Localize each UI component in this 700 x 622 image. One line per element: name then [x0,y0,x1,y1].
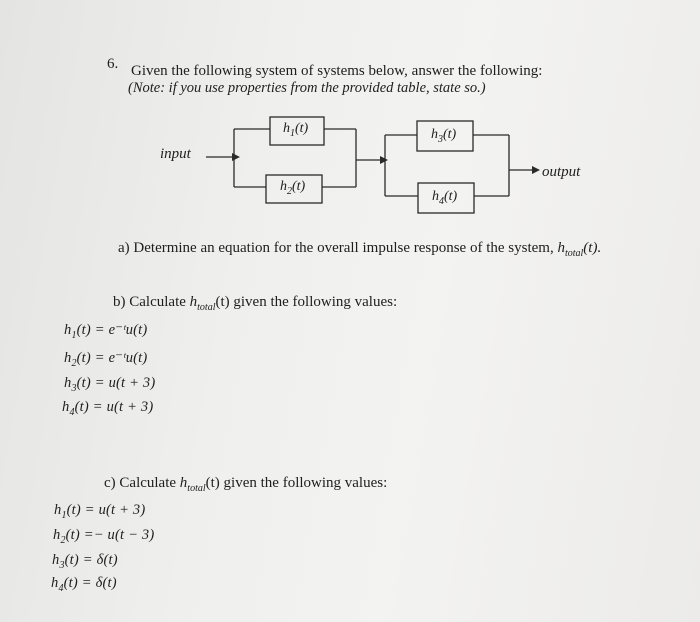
part-c-label: c) [104,475,116,491]
input-arrowhead [232,153,240,161]
part-c-eq-2: $h_2(t) =- u(t - 3)$ [53,527,155,546]
part-c-eq-3: $h_3(t) = \delta(t)$ [52,552,118,571]
part-c-eq-1: $h_1(t) = u(t + 3)$ [54,502,146,521]
part-b-label: b) [113,294,126,310]
question-text: Given the following system of systems below, answer the following: [131,63,543,79]
block-h1-label: $h_1(t)$ [283,121,309,139]
block-h2-label: $h_2(t)$ [280,179,306,197]
part-a: a) Determine an equation for the overall impulse response of the system, $h_{total}(t)$. [118,240,602,259]
part-b-eq-1: $h_1(t)$ = e⁻ᵗu(t) [64,322,148,341]
output-label: output [542,164,581,180]
part-b-eq-4: $h_4(t) = u(t + 3)$ [62,399,154,418]
output-arrowhead [532,166,540,174]
question-number: 6. [107,56,119,72]
part-b: b) Calculate $h_{total}(t)$ given the following values: [113,294,398,313]
part-a-label: a) [118,240,130,256]
part-c: c) Calculate $h_{total}(t)$ given the following values: [104,475,388,494]
block-h3-label: $h_3(t)$ [431,127,457,145]
input-label: input [160,146,191,162]
part-c-eq-4: $h_4(t) = \delta(t)$ [51,575,117,594]
part-b-eq-3: $h_3(t) = u(t + 3)$ [64,375,156,394]
part-b-eq-2: $h_2(t)$ = e⁻ᵗu(t) [64,350,148,369]
part-a-text: Determine an equation for the overall impulse response of the system, [133,240,558,256]
question-note: (Note: if you use properties from the provided table, state so.) [128,80,486,96]
middle-arrowhead [380,156,388,164]
block-h4-label: $h_4(t)$ [432,189,458,207]
